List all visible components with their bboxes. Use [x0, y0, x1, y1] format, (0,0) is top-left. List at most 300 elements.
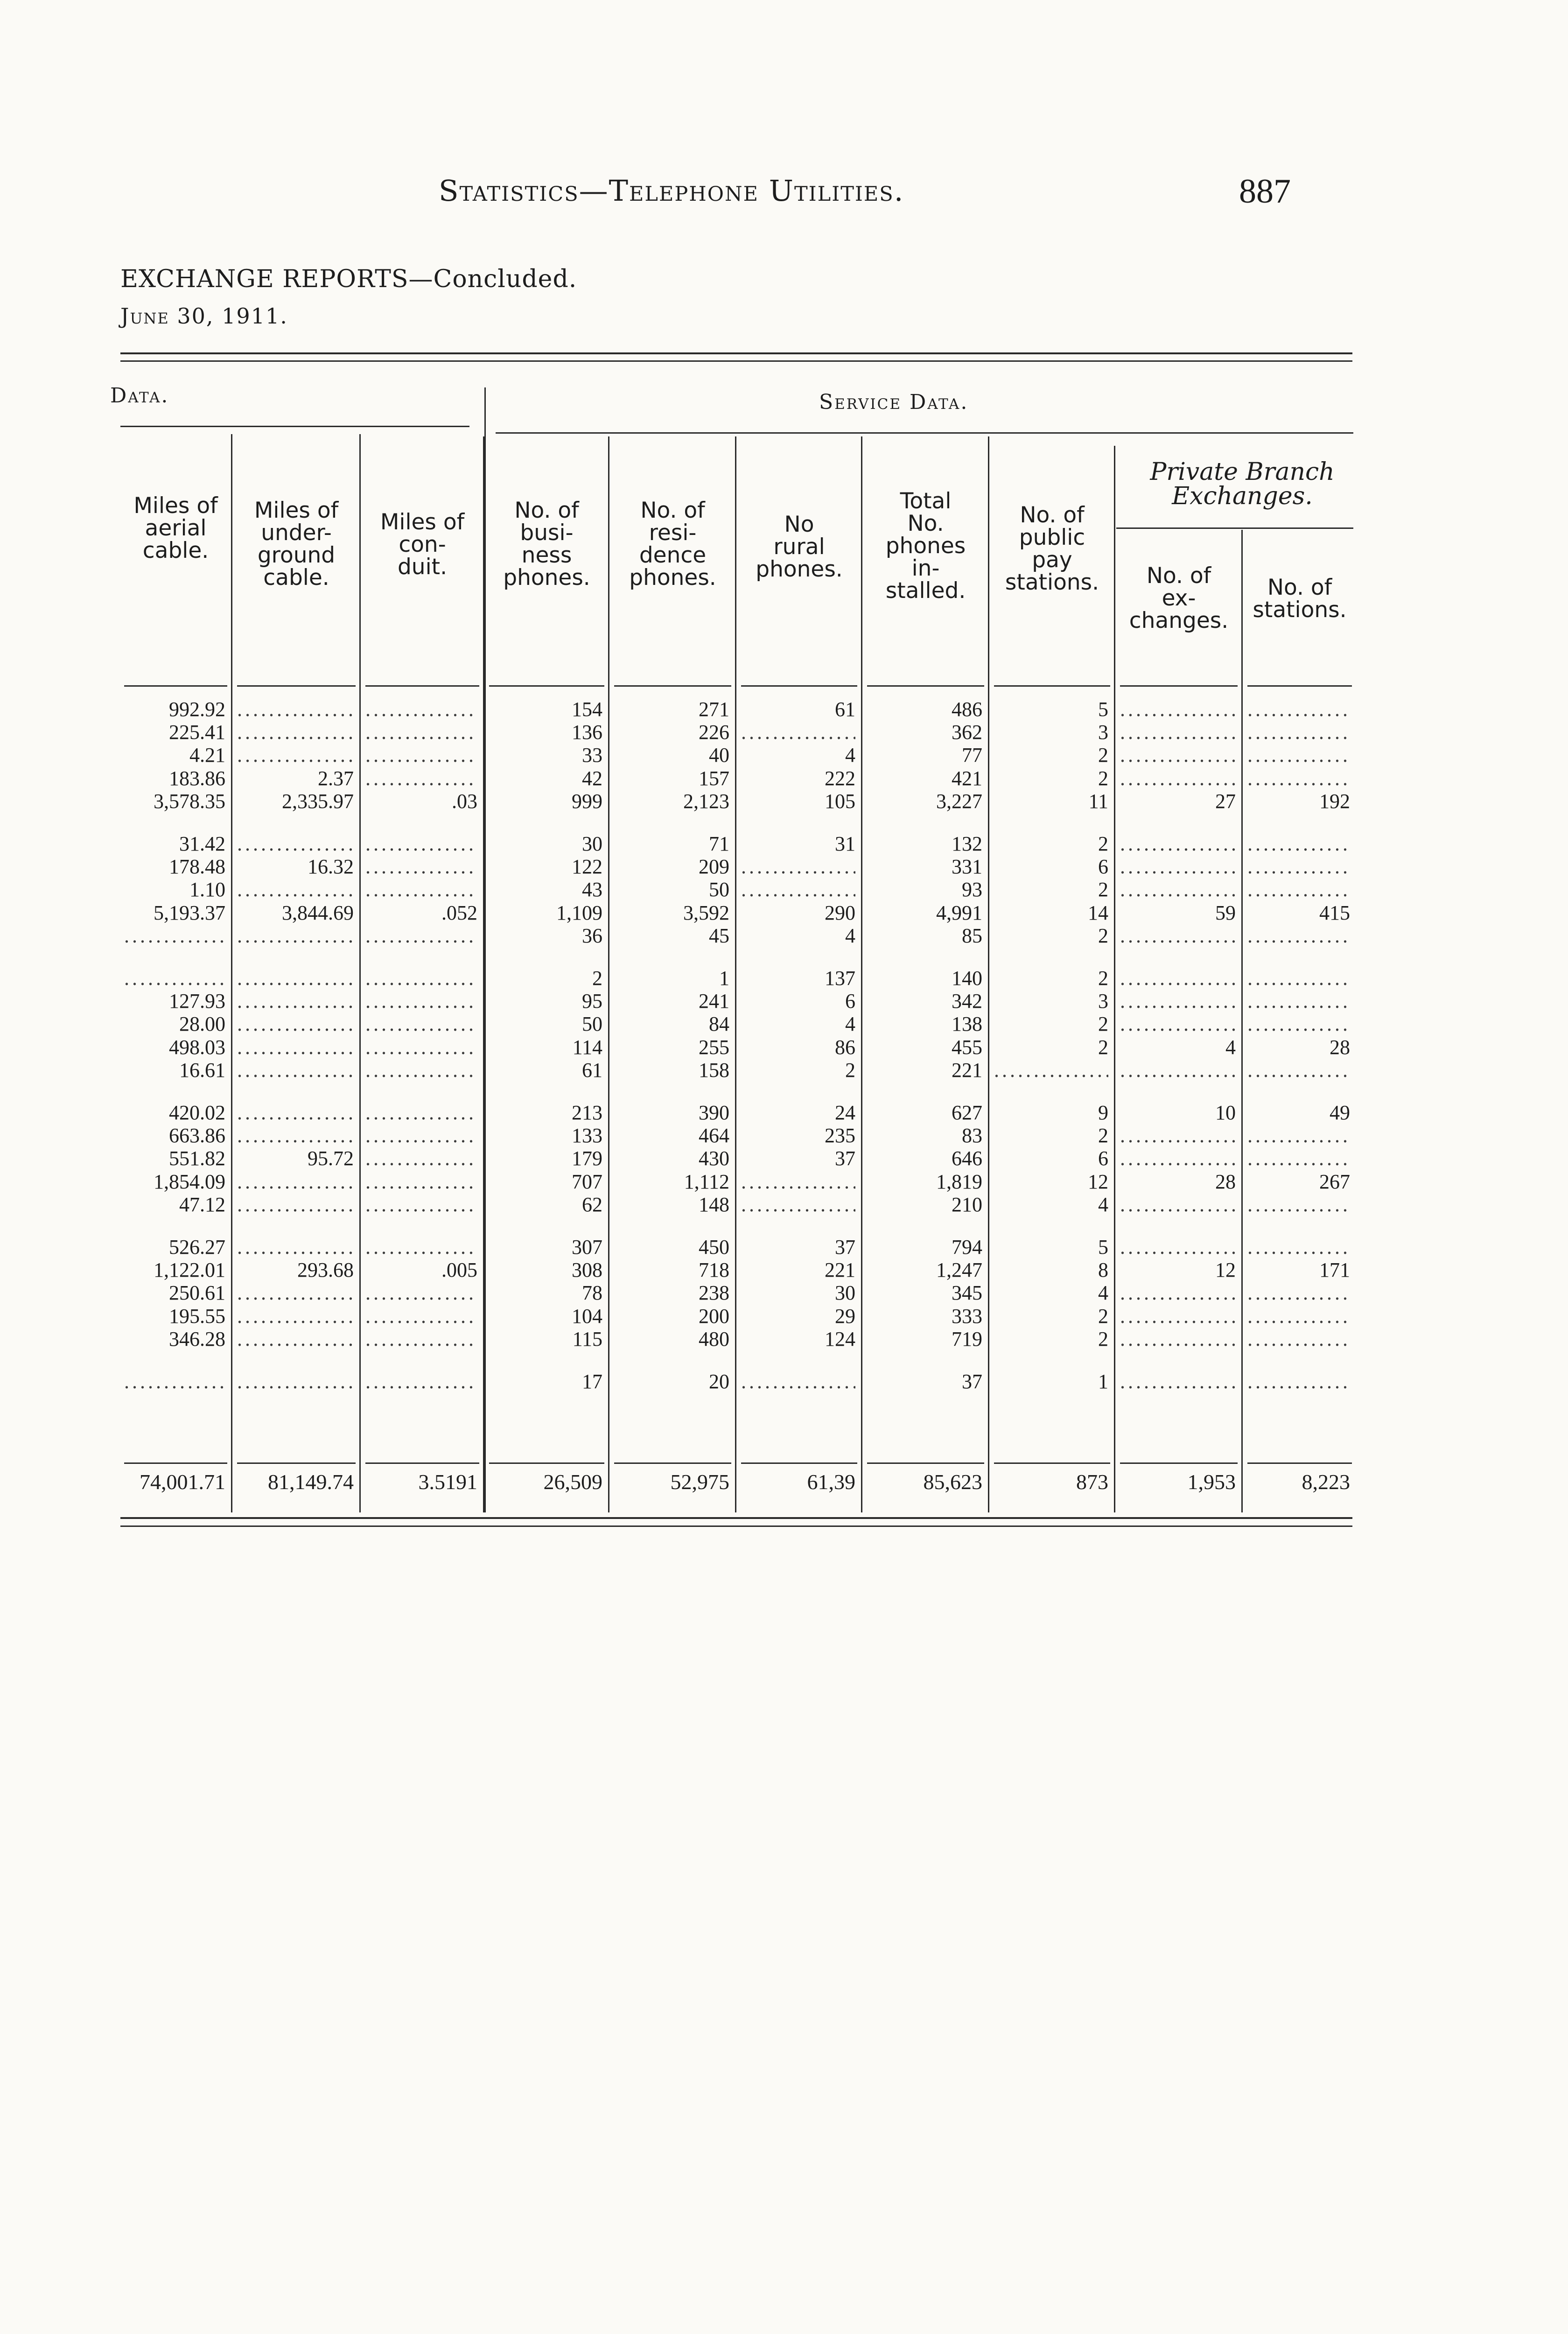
- table-cell-aerial: 183.86: [169, 766, 225, 790]
- column-header-line: rural: [773, 534, 825, 560]
- table-cell-pbx-exchanges: 4: [1225, 1035, 1236, 1059]
- column-divider: [359, 434, 361, 1512]
- header-rule: [124, 685, 227, 687]
- table-cell-residence: 158: [699, 1058, 729, 1082]
- table-cell-business: 115: [572, 1327, 602, 1350]
- table-cell-pbx-stations: [1247, 744, 1350, 767]
- table-cell-business: 133: [572, 1124, 602, 1147]
- total-cell-business: 26,509: [543, 1470, 602, 1494]
- table-cell-underground: 293.68: [297, 1258, 354, 1282]
- table-cell-total: 333: [952, 1304, 982, 1328]
- table-cell-public: 2: [1098, 878, 1108, 901]
- table-cell-rural: 105: [825, 789, 855, 813]
- table-cell-pbx-stations: 267: [1319, 1170, 1350, 1193]
- column-divider: [735, 436, 736, 1512]
- table-cell-underground: [237, 878, 354, 901]
- table-cell-total: 138: [952, 1012, 982, 1036]
- table-cell-pbx-stations: [1247, 1059, 1350, 1082]
- table-cell-business: 308: [572, 1258, 602, 1282]
- table-cell-conduit: [365, 967, 477, 990]
- column-header-line: Miles of: [133, 493, 218, 519]
- table-cell-business: 17: [582, 1370, 602, 1393]
- table-cell-business: 999: [572, 789, 602, 813]
- table-cell-residence: 255: [699, 1035, 729, 1059]
- table-cell-rural: 29: [835, 1304, 855, 1328]
- total-rule: [614, 1462, 731, 1464]
- table-cell-underground: [237, 832, 354, 856]
- table-cell-underground: [237, 1236, 354, 1259]
- table-cell-conduit: [365, 1193, 477, 1216]
- table-cell-residence: 3,592: [683, 901, 729, 924]
- table-cell-pbx-exchanges: [1120, 1012, 1236, 1036]
- column-header-line: busi-: [520, 520, 574, 546]
- column-header-line: phones: [885, 533, 966, 559]
- table-cell-underground: [237, 744, 354, 767]
- table-cell-public: 6: [1098, 855, 1108, 879]
- table-cell-pbx-stations: [1247, 1193, 1350, 1216]
- column-header-line: resi-: [649, 520, 697, 546]
- column-header-line: No. of: [1267, 575, 1332, 600]
- table-cell-rural: 4: [845, 1012, 855, 1036]
- table-cell-rural: [741, 855, 855, 879]
- column-header-aerial: [120, 495, 231, 562]
- column-header-underground: [233, 499, 359, 589]
- table-cell-public: [994, 1059, 1108, 1082]
- header-rule: [614, 685, 731, 687]
- table-cell-rural: 221: [825, 1258, 855, 1282]
- table-cell-residence: 2,123: [683, 789, 729, 813]
- table-cell-residence: 226: [699, 721, 729, 744]
- table-cell-underground: 2,335.97: [282, 789, 354, 813]
- table-cell-rural: 137: [825, 967, 855, 990]
- table-cell-pbx-exchanges: [1120, 1147, 1236, 1170]
- table-cell-conduit: .005: [441, 1258, 477, 1282]
- table-cell-aerial: 178.48: [169, 855, 225, 879]
- table-cell-business: 104: [572, 1304, 602, 1328]
- table-cell-pbx-exchanges: [1120, 832, 1236, 856]
- table-cell-total: 421: [952, 766, 982, 790]
- table-cell-business: 33: [582, 744, 602, 767]
- column-header-pbx-exchanges: [1116, 565, 1241, 632]
- section-rule: [120, 426, 469, 427]
- column-header-public: [990, 504, 1114, 594]
- column-divider: [231, 434, 232, 1512]
- table-cell-residence: 200: [699, 1304, 729, 1328]
- table-cell-pbx-exchanges: [1120, 1305, 1236, 1328]
- table-cell-business: 2: [592, 967, 602, 990]
- table-cell-pbx-exchanges: [1120, 1124, 1236, 1147]
- header-rule: [237, 685, 356, 687]
- column-header-line: public: [1019, 524, 1085, 550]
- table-cell-pbx-stations: 171: [1319, 1258, 1350, 1282]
- table-cell-business: 1,109: [556, 901, 602, 924]
- table-cell-pbx-stations: 415: [1319, 901, 1350, 924]
- table-cell-total: 83: [962, 1124, 982, 1147]
- table-cell-pbx-stations: 49: [1330, 1101, 1350, 1124]
- table-cell-public: 9: [1098, 1101, 1108, 1124]
- total-cell-public: 873: [1076, 1470, 1108, 1494]
- header-rule: [489, 685, 604, 687]
- table-caption: EXCHANGE REPORTS—Concluded.: [120, 265, 577, 293]
- table-cell-aerial: 16.61: [179, 1058, 225, 1082]
- table-cell-public: 2: [1098, 1327, 1108, 1350]
- column-header-line: No: [784, 512, 814, 537]
- table-cell-pbx-stations: [1247, 1236, 1350, 1259]
- header-rule: [365, 685, 479, 687]
- table-cell-underground: [237, 698, 354, 721]
- table-cell-residence: 71: [709, 832, 729, 855]
- section-divider: [484, 387, 486, 1512]
- table-cell-aerial: 526.27: [169, 1236, 225, 1258]
- table-cell-underground: [237, 990, 354, 1013]
- table-cell-business: 62: [582, 1193, 602, 1216]
- table-cell-public: 2: [1098, 832, 1108, 855]
- table-cell-pbx-exchanges: [1120, 967, 1236, 990]
- column-header-line: phones.: [756, 556, 843, 582]
- table-cell-aerial: 4.21: [189, 744, 225, 767]
- table-cell-total: 140: [952, 967, 982, 990]
- column-header-line: pay: [1032, 547, 1072, 573]
- table-cell-total: 1,819: [936, 1170, 982, 1193]
- table-cell-rural: 4: [845, 744, 855, 767]
- pbx-header-line: Private Branch: [1150, 458, 1335, 486]
- table-cell-underground: [237, 1328, 354, 1351]
- table-cell-residence: 209: [699, 855, 729, 879]
- table-cell-pbx-stations: [1247, 767, 1350, 790]
- table-date: June 30, 1911.: [120, 303, 288, 329]
- table-cell-pbx-exchanges: [1120, 1193, 1236, 1216]
- table-cell-total: 132: [952, 832, 982, 855]
- table-cell-conduit: [365, 698, 477, 721]
- table-cell-public: 2: [1098, 1035, 1108, 1059]
- total-cell-aerial: 74,001.71: [140, 1470, 225, 1494]
- table-cell-conduit: [365, 1236, 477, 1259]
- table-cell-aerial: 5,193.37: [154, 901, 225, 924]
- table-cell-rural: [741, 721, 855, 744]
- table-cell-business: 78: [582, 1281, 602, 1305]
- table-cell-business: 42: [582, 766, 602, 790]
- table-cell-business: 95: [582, 990, 602, 1013]
- table-cell-pbx-exchanges: 59: [1215, 901, 1236, 924]
- table-cell-business: 122: [572, 855, 602, 879]
- table-cell-business: 36: [582, 924, 602, 947]
- table-cell-conduit: [365, 855, 477, 879]
- table-cell-conduit: [365, 1101, 477, 1125]
- table-cell-aerial: 1,122.01: [154, 1258, 225, 1282]
- table-cell-pbx-stations: [1247, 967, 1350, 990]
- total-rule: [867, 1462, 984, 1464]
- table-cell-pbx-stations: [1247, 832, 1350, 856]
- table-cell-public: 4: [1098, 1193, 1108, 1216]
- table-cell-underground: 3,844.69: [282, 901, 354, 924]
- table-cell-pbx-exchanges: [1120, 1370, 1236, 1393]
- table-cell-total: 3,227: [936, 789, 982, 813]
- table-cell-aerial: [124, 924, 225, 948]
- table-cell-public: 8: [1098, 1258, 1108, 1282]
- table-cell-rural: 61: [835, 698, 855, 721]
- table-cell-residence: 20: [709, 1370, 729, 1393]
- table-cell-aerial: 1,854.09: [154, 1170, 225, 1193]
- header-rule: [1120, 685, 1238, 687]
- table-cell-underground: [237, 1036, 354, 1059]
- running-head: Statistics—Telephone Utilities.: [439, 174, 904, 208]
- table-cell-public: 2: [1098, 1124, 1108, 1147]
- table-cell-underground: 95.72: [308, 1147, 354, 1170]
- column-header-line: stalled.: [885, 577, 966, 604]
- table-cell-residence: 241: [699, 990, 729, 1013]
- column-header-conduit: [362, 511, 483, 578]
- table-cell-pbx-exchanges: [1120, 1059, 1236, 1082]
- column-header-line: under-: [261, 520, 332, 546]
- table-cell-residence: 50: [709, 878, 729, 901]
- table-cell-public: 2: [1098, 744, 1108, 767]
- table-cell-aerial: 195.55: [169, 1304, 225, 1328]
- table-cell-conduit: .052: [441, 901, 477, 924]
- table-cell-residence: 430: [699, 1147, 729, 1170]
- table-cell-residence: 148: [699, 1193, 729, 1216]
- total-rule: [1247, 1462, 1352, 1464]
- table-cell-pbx-stations: 192: [1319, 789, 1350, 813]
- table-cell-pbx-exchanges: [1120, 767, 1236, 790]
- table-cell-conduit: [365, 878, 477, 901]
- total-cell-underground: 81,149.74: [268, 1470, 354, 1494]
- total-cell-total: 85,623: [923, 1470, 982, 1494]
- table-cell-total: 345: [952, 1281, 982, 1305]
- total-cell-pbx-stations: 8,223: [1302, 1470, 1350, 1494]
- table-cell-residence: 271: [699, 698, 729, 721]
- column-header-line: cable.: [142, 537, 209, 563]
- table-cell-rural: 290: [825, 901, 855, 924]
- table-cell-total: 455: [952, 1035, 982, 1059]
- table-cell-residence: 157: [699, 766, 729, 790]
- table-cell-public: 2: [1098, 1304, 1108, 1328]
- table-cell-aerial: 250.61: [169, 1281, 225, 1305]
- table-cell-conduit: [365, 1170, 477, 1194]
- table-cell-underground: [237, 1101, 354, 1125]
- table-cell-pbx-exchanges: [1120, 990, 1236, 1013]
- table-cell-aerial: 3,578.35: [154, 789, 225, 813]
- header-rule: [1247, 685, 1352, 687]
- table-cell-public: 4: [1098, 1281, 1108, 1305]
- table-cell-pbx-exchanges: [1120, 1236, 1236, 1259]
- table-cell-residence: 1,112: [684, 1170, 729, 1193]
- table-cell-aerial: 1.10: [189, 878, 225, 901]
- table-cell-total: 93: [962, 878, 982, 901]
- table-cell-pbx-exchanges: [1120, 855, 1236, 879]
- table-cell-total: 646: [952, 1147, 982, 1170]
- column-header-pbx-stations: [1244, 576, 1356, 621]
- table-cell-total: 719: [952, 1327, 982, 1350]
- table-cell-pbx-stations: [1247, 1147, 1350, 1170]
- table-cell-aerial: 225.41: [169, 721, 225, 744]
- table-cell-pbx-stations: [1247, 924, 1350, 948]
- table-cell-aerial: [124, 1370, 225, 1393]
- column-header-line: cable.: [263, 564, 329, 591]
- section-rule: [496, 432, 1353, 434]
- table-cell-conduit: [365, 767, 477, 790]
- column-divider: [1241, 530, 1243, 1512]
- column-header-line: ness: [521, 542, 572, 568]
- table-cell-pbx-exchanges: 27: [1215, 789, 1236, 813]
- column-header-line: No. of: [1020, 502, 1085, 528]
- column-header-line: phones.: [503, 564, 590, 591]
- table-cell-conduit: [365, 1147, 477, 1170]
- table-cell-residence: 464: [699, 1124, 729, 1147]
- table-cell-residence: 450: [699, 1236, 729, 1258]
- table-cell-total: 342: [952, 990, 982, 1013]
- table-cell-pbx-stations: [1247, 855, 1350, 879]
- column-divider: [988, 436, 989, 1512]
- table-cell-total: 37: [962, 1370, 982, 1393]
- column-header-residence: [610, 499, 735, 589]
- table-cell-public: 6: [1098, 1147, 1108, 1170]
- bottom-rule: [120, 1526, 1352, 1527]
- table-cell-public: 2: [1098, 766, 1108, 790]
- table-cell-conduit: [365, 1281, 477, 1305]
- table-cell-business: 30: [582, 832, 602, 855]
- table-cell-aerial: 31.42: [179, 832, 225, 855]
- total-rule: [1120, 1462, 1238, 1464]
- table-cell-pbx-exchanges: 12: [1215, 1258, 1236, 1282]
- table-cell-pbx-exchanges: [1120, 1328, 1236, 1351]
- top-rule: [120, 360, 1352, 362]
- table-cell-underground: [237, 1012, 354, 1036]
- table-cell-pbx-stations: [1247, 990, 1350, 1013]
- table-cell-conduit: [365, 1012, 477, 1036]
- table-cell-underground: [237, 1124, 354, 1147]
- table-cell-rural: 222: [825, 766, 855, 790]
- table-cell-conduit: [365, 1036, 477, 1059]
- table-cell-pbx-stations: [1247, 1281, 1350, 1305]
- table-cell-pbx-exchanges: [1120, 698, 1236, 721]
- section-label-data: Data.: [110, 384, 169, 408]
- pbx-header-line: Exchanges.: [1172, 482, 1313, 510]
- top-rule: [120, 352, 1352, 354]
- table-cell-public: 5: [1098, 698, 1108, 721]
- table-cell-conduit: [365, 990, 477, 1013]
- table-cell-underground: [237, 1281, 354, 1305]
- total-rule: [237, 1462, 356, 1464]
- table-cell-rural: [741, 1370, 855, 1393]
- table-cell-residence: 40: [709, 744, 729, 767]
- table-cell-business: 179: [572, 1147, 602, 1170]
- column-header-line: duit.: [397, 554, 448, 580]
- table-cell-residence: 238: [699, 1281, 729, 1305]
- total-rule: [994, 1462, 1110, 1464]
- column-header-line: Total: [900, 488, 952, 514]
- table-cell-residence: 1: [719, 967, 729, 990]
- table-cell-residence: 84: [709, 1012, 729, 1036]
- table-cell-business: 213: [572, 1101, 602, 1124]
- column-header-line: No.: [907, 510, 944, 536]
- table-cell-public: 11: [1088, 789, 1108, 813]
- table-cell-aerial: 28.00: [179, 1012, 225, 1036]
- table-cell-aerial: [124, 967, 225, 990]
- bottom-rule: [120, 1517, 1352, 1519]
- table-cell-rural: 37: [835, 1147, 855, 1170]
- pbx-group-rule: [1116, 527, 1353, 529]
- column-header-line: ground: [257, 542, 336, 568]
- total-cell-pbx-exchanges: 1,953: [1187, 1470, 1236, 1494]
- table-cell-public: 2: [1098, 924, 1108, 947]
- table-cell-rural: 24: [835, 1101, 855, 1124]
- table-cell-pbx-exchanges: [1120, 721, 1236, 744]
- table-cell-aerial: 420.02: [169, 1101, 225, 1124]
- table-cell-rural: 235: [825, 1124, 855, 1147]
- table-cell-conduit: [365, 1124, 477, 1147]
- table-cell-underground: [237, 1170, 354, 1194]
- table-cell-rural: 4: [845, 924, 855, 947]
- table-cell-rural: 30: [835, 1281, 855, 1305]
- table-cell-total: 1,247: [936, 1258, 982, 1282]
- table-cell-business: 114: [572, 1035, 602, 1059]
- column-header-line: ex-: [1162, 585, 1196, 611]
- total-rule: [741, 1462, 857, 1464]
- table-cell-conduit: [365, 721, 477, 744]
- column-header-line: No. of: [514, 498, 579, 523]
- pbx-group-header: [1116, 460, 1368, 508]
- table-cell-aerial: 551.82: [169, 1147, 225, 1170]
- table-cell-pbx-stations: [1247, 1124, 1350, 1147]
- table-cell-pbx-exchanges: [1120, 924, 1236, 948]
- total-rule: [365, 1462, 479, 1464]
- column-header-line: aerial: [145, 515, 207, 541]
- table-cell-pbx-stations: [1247, 698, 1350, 721]
- table-cell-conduit: .03: [452, 789, 477, 813]
- table-cell-underground: [237, 967, 354, 990]
- column-header-line: con-: [399, 531, 446, 557]
- header-rule: [867, 685, 984, 687]
- table-cell-total: 794: [952, 1236, 982, 1258]
- table-cell-rural: 124: [825, 1327, 855, 1350]
- total-cell-rural: 61,39: [807, 1470, 855, 1494]
- table-cell-conduit: [365, 1370, 477, 1393]
- total-cell-residence: 52,975: [670, 1470, 729, 1494]
- table-cell-aerial: 992.92: [169, 698, 225, 721]
- table-cell-aerial: 47.12: [179, 1193, 225, 1216]
- column-divider: [1114, 446, 1115, 1512]
- table-cell-public: 5: [1098, 1236, 1108, 1258]
- column-header-line: Miles of: [380, 509, 465, 535]
- table-cell-total: 4,991: [936, 901, 982, 924]
- table-cell-rural: 31: [835, 832, 855, 855]
- total-rule: [489, 1462, 604, 1464]
- table-cell-rural: 6: [845, 990, 855, 1013]
- table-cell-rural: 37: [835, 1236, 855, 1258]
- table-cell-public: 3: [1098, 721, 1108, 744]
- table-cell-total: 85: [962, 924, 982, 947]
- header-rule: [741, 685, 857, 687]
- table-cell-aerial: 498.03: [169, 1035, 225, 1059]
- column-header-total: [863, 490, 988, 602]
- table-cell-pbx-stations: [1247, 878, 1350, 901]
- table-cell-underground: 2.37: [318, 766, 354, 790]
- column-header-line: Miles of: [254, 498, 339, 523]
- table-cell-public: 12: [1088, 1170, 1108, 1193]
- table-cell-total: 331: [952, 855, 982, 879]
- table-cell-business: 50: [582, 1012, 602, 1036]
- table-cell-underground: [237, 1059, 354, 1082]
- table-cell-aerial: 127.93: [169, 990, 225, 1013]
- table-cell-aerial: 663.86: [169, 1124, 225, 1147]
- table-cell-pbx-exchanges: 10: [1215, 1101, 1236, 1124]
- column-divider: [861, 436, 862, 1512]
- section-label-service: Service Data.: [819, 390, 969, 414]
- table-cell-pbx-stations: [1247, 1305, 1350, 1328]
- table-cell-total: 210: [952, 1193, 982, 1216]
- total-cell-conduit: 3.5191: [418, 1470, 477, 1494]
- column-header-business: [485, 499, 608, 589]
